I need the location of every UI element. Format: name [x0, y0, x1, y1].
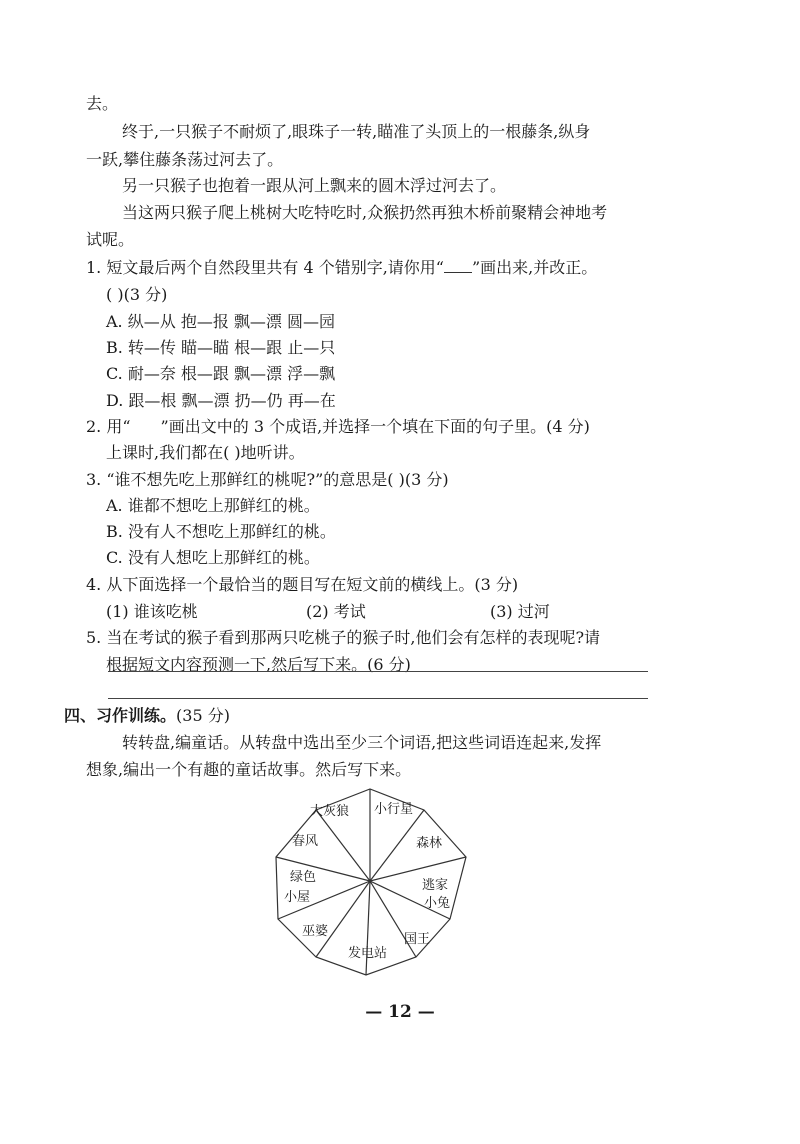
wheel-word: 小屋	[284, 890, 311, 905]
option-2: (2) 考试	[306, 602, 366, 621]
passage-line: 一跃,攀住藤条荡过河去了。	[86, 150, 284, 169]
question-5-stem: 5. 当在考试的猴子看到那两只吃桃子的猴子时,他们会有怎样的表现呢?请	[86, 628, 601, 647]
passage-line: 另一只猴子也抱着一跟从河上飘来的圆木浮过河去了。	[122, 176, 507, 195]
option-1: (1) 谁该吃桃	[106, 602, 198, 621]
wheel-word: 春风	[292, 834, 319, 849]
instruction-line: 想象,编出一个有趣的童话故事。然后写下来。	[86, 760, 412, 779]
section-score: (35 分)	[176, 706, 230, 725]
option-3: (3) 过河	[490, 602, 550, 621]
wheel-spoke	[316, 810, 370, 881]
wheel-word: 绿色	[290, 870, 317, 885]
section-title: 四、习作训练。	[64, 706, 177, 725]
wheel-word: 国王	[404, 932, 431, 947]
passage-line: 终于,一只猴子不耐烦了,眼珠子一转,瞄准了头顶上的一根藤条,纵身	[122, 122, 591, 141]
question-2-stem	[86, 417, 590, 437]
underline-mark	[444, 258, 472, 273]
question-1-stem	[86, 258, 597, 278]
wheel-word: 小兔	[424, 896, 451, 911]
wavy-underline-mark	[131, 417, 161, 437]
wheel-word: 巫婆	[302, 924, 329, 939]
question-text: ”画出来,并改正。	[471, 258, 598, 277]
page-number: — 12 —	[365, 1002, 435, 1022]
question-text: 2. 用“	[86, 417, 131, 436]
option-d: D. 跟—根 飘—漂 扔—仍 再—在	[106, 391, 336, 410]
answer-line[interactable]	[108, 698, 648, 699]
option-a: A. 纵—从 抱—报 飘—漂 圆—园	[106, 312, 335, 331]
wheel-word: 小行星	[374, 802, 414, 817]
question-5-stem-cont: 根据短文内容预测一下,然后写下来。(6 分)	[106, 655, 411, 674]
option-c: C. 没有人想吃上那鲜红的桃。	[106, 548, 320, 567]
option-a: A. 谁都不想吃上那鲜红的桃。	[106, 496, 320, 515]
question-4-stem: 4. 从下面选择一个最恰当的题目写在短文前的横线上。(3 分)	[86, 575, 519, 594]
option-b: B. 转—传 瞄—瞄 根—跟 止—只	[106, 338, 336, 357]
option-c: C. 耐—奈 根—跟 飘—漂 浮—飘	[106, 364, 336, 383]
wheel-word: 森林	[416, 836, 443, 851]
option-b: B. 没有人不想吃上那鲜红的桃。	[106, 522, 336, 541]
wheel-word: 发电站	[348, 946, 388, 961]
question-text: ”画出文中的 3 个成语,并选择一个填在下面的句子里。(4 分)	[160, 417, 590, 436]
passage-line: 当这两只猴子爬上桃树大吃特吃时,众猴扔然再独木桥前聚精会神地考	[122, 203, 608, 222]
answer-line[interactable]	[108, 671, 648, 672]
passage-line: 试呢。	[86, 230, 135, 249]
passage-line: 去。	[86, 94, 119, 113]
question-3-stem: 3. “谁不想先吃上那鲜红的桃呢?”的意思是( )(3 分)	[86, 470, 449, 489]
spinner-wheel[interactable]	[270, 785, 470, 977]
section-heading	[64, 706, 230, 726]
fill-blank-sentence[interactable]: 上课时,我们都在( )地听讲。	[106, 443, 305, 462]
answer-blank[interactable]: ( )(3 分)	[106, 285, 168, 304]
wheel-word: 大灰狼	[310, 804, 350, 819]
instruction-line: 转转盘,编童话。从转盘中选出至少三个词语,把这些词语连起来,发挥	[122, 733, 602, 752]
wheel-spoke	[370, 857, 466, 881]
wheel-word: 逃家	[422, 878, 449, 893]
question-text: 1. 短文最后两个自然段里共有 4 个错别字,请你用“	[86, 258, 444, 277]
